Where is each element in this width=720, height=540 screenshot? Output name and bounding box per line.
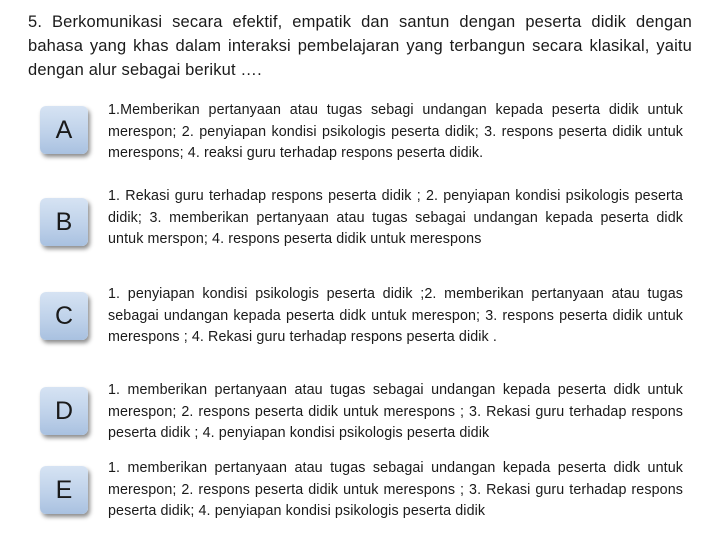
option-c-text: 1. penyiapan kondisi psikologis peserta didik ;2. memberikan pertanyaan atau tugas sebagai undangan kepada peserta didk untuk merespon; 3. respons peserta didik untuk merespons ; 4. Rekasi guru terhadap respons peserta didik .	[108, 286, 683, 345]
option-c-button[interactable]: C	[40, 292, 88, 340]
option-d-text: 1. memberikan pertanyaan atau tugas sebagai undangan kepada peserta didk untuk merespon; 2. respons peserta didik untuk merespons ; 3. Rekasi guru terhadap respons peserta didik ; 4. penyiapan kondisi psikologis peserta didik	[108, 382, 683, 441]
option-d-button[interactable]: D	[40, 387, 88, 435]
option-b-text: 1. Rekasi guru terhadap respons peserta didik ; 2. penyiapan kondisi psikologis peserta didik; 3. memberikan pertanyaan atau tugas sebagai undangan kepada peserta didk untuk merspon; 4. respons peserta didik untuk merespons	[108, 188, 683, 247]
option-b-button[interactable]: B	[40, 198, 88, 246]
option-a-text: 1.Memberikan pertanyaan atau tugas sebagi undangan kepada peserta didik untuk merespon; 2. penyiapan kondisi psikologis peserta didik; 3. respons peserta didik untuk merespons; 4. reaksi guru terhadap respons peserta didik.	[108, 102, 683, 161]
option-a-button[interactable]: A	[40, 106, 88, 154]
option-e-text: 1. memberikan pertanyaan atau tugas sebagai undangan kepada peserta didk untuk merespon; 2. respons peserta didik untuk merespons ; 3. Rekasi guru terhadap respons peserta didik; 4. penyiapan kondisi psikologis peserta didik	[108, 460, 683, 519]
option-e-button[interactable]: E	[40, 466, 88, 514]
question-text: 5. Berkomunikasi secara efektif, empatik dan santun dengan peserta didik dengan bahasa yang khas dalam interaksi pembelajaran yang terbangun secara klasikal, yaitu dengan alur sebagai berikut ….	[28, 13, 692, 79]
